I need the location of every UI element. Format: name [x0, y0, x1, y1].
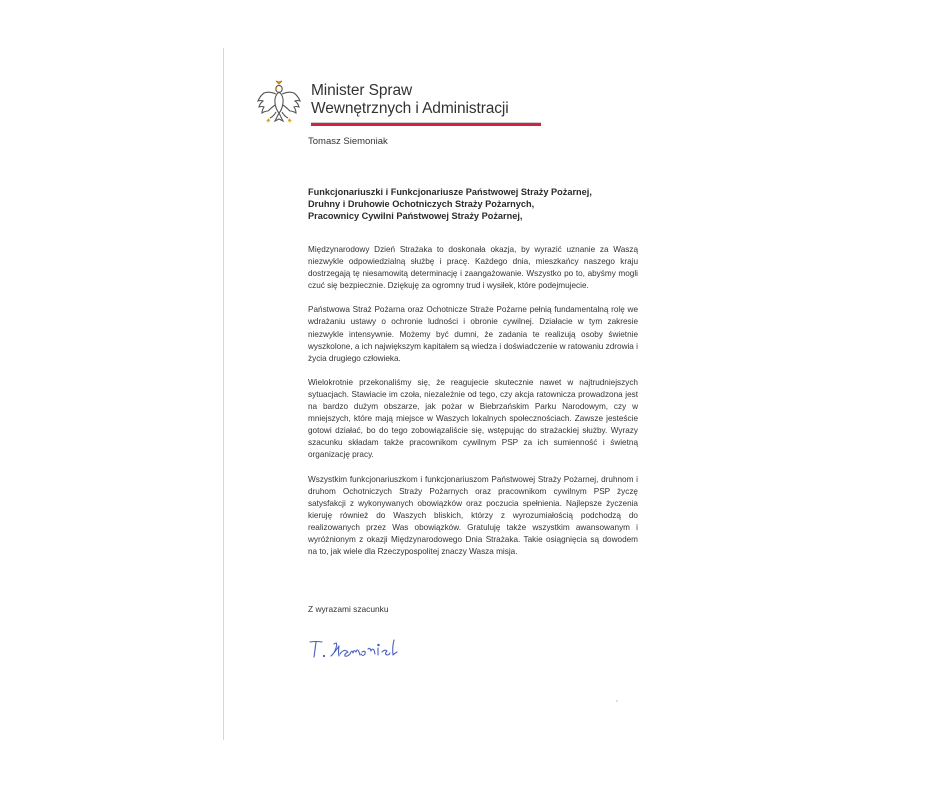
handwritten-signature — [304, 632, 434, 666]
ministry-name-line1: Minister Spraw — [311, 82, 413, 99]
ministry-name — [311, 82, 509, 118]
letter-body — [308, 244, 638, 570]
minister-name: Tomasz Siemoniak — [308, 136, 388, 147]
salutation-line: Druhny i Druhowie Ochotniczych Straży Pożarnych, — [308, 199, 535, 209]
salutation-line: Pracownicy Cywilni Państwowej Straży Pożarnej, — [308, 211, 523, 221]
polish-eagle-emblem-icon — [256, 78, 302, 128]
ministry-name-line2: Wewnętrznych i Administracji — [311, 100, 509, 117]
paragraph: Wielokrotnie przekonaliśmy się, że reagujecie skutecznie nawet w najtrudniejszych sytuacjach. Stawiacie im czoła, niezależnie od tego, czy akcja ratownicza prowadzona jest na bardzo dużym obszarze, jak pożar w Biebrzańskim Parku Narodowym, czy w mniejszych, które mają miejsce w Waszych lokalnych społecznościach. Zawsze jesteście gotowi działać, bo do tego zobowiązaliście się, wstępując do strażackiej służby. Wyrazy szacunku składam także pracownikom cywilnym PSP za ich sumienność i świetną organizację pracy. — [308, 377, 638, 460]
closing-phrase: Z wyrazami szacunku — [308, 604, 389, 614]
paragraph: Międzynarodowy Dzień Strażaka to doskonała okazja, by wyrazić uznanie za Waszą niezwykle odpowiedzialną służbę i pracę. Każdego dnia, mieszkańcy naszego kraju dostrzegają tę niesamowitą determinację i zaangażowanie. Wszystko po to, abyśmy mogli czuć się bezpiecznie. Dziękuję za ogromny trud i wysiłek, które podejmujecie. — [308, 245, 638, 291]
letter-page — [224, 48, 714, 740]
paragraph: Wszystkim funkcjonariuszkom i funkcjonariuszom Państwowej Straży Pożarnej, druhnom i druhom Ochotniczych Straży Pożarnych oraz pracownikom cywilnym PSP życzę satysfakcji z wykonywanych obowiązków oraz poczucia spełnienia. Najlepsze życzenia kieruję również do Waszych bliskich, którzy z wyrozumiałością podchodzą do realizowanych przez Was obowiązków. Gratuluję także wszystkim awansowanym i wyróżnionym z okazji Międzynarodowego Dnia Strażaka. Takie osiągnięcia są dowodem na to, jak wiele dla Rzeczypospolitej znaczy Wasza misja. — [308, 474, 638, 557]
speck — [616, 700, 618, 702]
salutation-line: Funkcjonariuszki i Funkcjonariusze Państwowej Straży Pożarnej, — [308, 187, 592, 197]
paragraph: Państwowa Straż Pożarna oraz Ochotnicze Straże Pożarne pełnią fundamentalną rolę we wdrażaniu ustawy o ochronie ludności i obronie cywilnej. Działacie w tym zakresie niezwykle intensywnie. Możemy być dumni, że zadania te realizują osoby świetnie wyszkolone, a ich największym kapitałem są wiedza i doświadczenie w ratowaniu zdrowia i życia drugiego człowieka. — [308, 305, 638, 363]
salutation — [308, 186, 708, 222]
flag-divider — [311, 122, 541, 126]
